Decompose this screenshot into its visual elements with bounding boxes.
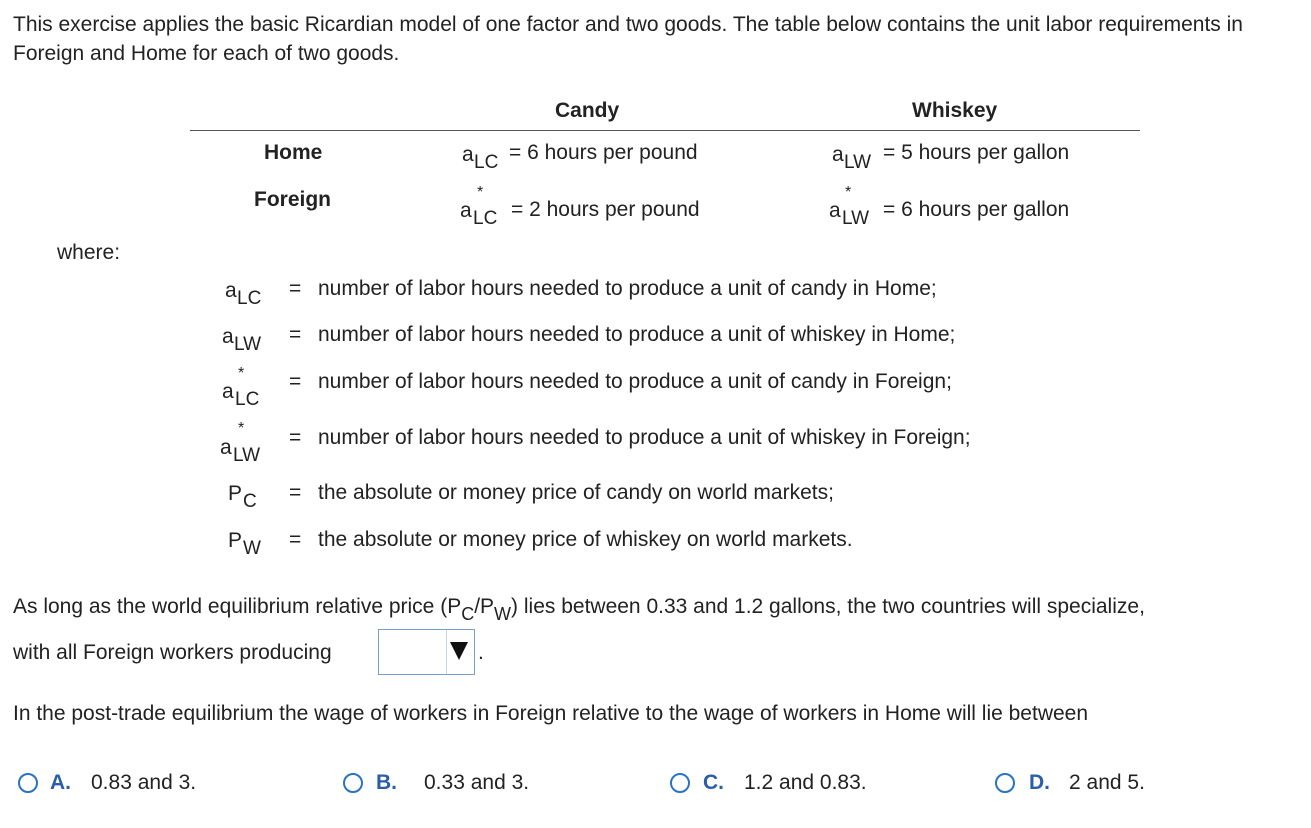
table-header-candy: Candy	[555, 99, 620, 122]
question2-text: In the post-trade equilibrium the wage of workers in Foreign relative to the wage of workers in Home will lie between	[13, 702, 1089, 725]
option-a-radio[interactable]	[18, 773, 38, 793]
dropdown-separator	[446, 630, 447, 674]
foreign-good-dropdown[interactable]	[378, 629, 475, 675]
foreign-candy-value: = 2 hours per pound	[511, 198, 700, 221]
where-label: where:	[57, 241, 121, 264]
option-c-radio[interactable]	[670, 773, 690, 793]
question1-line1: As long as the world equilibrium relative price (PC/PW) lies between 0.33 and 1.2 gallons, the two countries will specialize,	[13, 595, 1145, 624]
intro-text: This exercise applies the basic Ricardian model of one factor and two goods. The table below contains the unit labor requirements in Foreign and Home for each of two goods.	[13, 13, 1243, 65]
question1-line2: with all Foreign workers producing	[13, 641, 332, 664]
option-d-radio[interactable]	[995, 773, 1015, 793]
option-b-radio[interactable]	[343, 773, 363, 793]
table-divider	[190, 130, 1140, 131]
home-whiskey-value: = 5 hours per gallon	[883, 141, 1070, 164]
dropdown-arrow-icon[interactable]	[450, 642, 468, 660]
table-row-home-label: Home	[264, 141, 323, 164]
table-row-foreign-label: Foreign	[254, 188, 331, 211]
home-candy-value: = 6 hours per pound	[509, 141, 698, 164]
foreign-whiskey-value: = 6 hours per gallon	[883, 198, 1070, 221]
table-header-whiskey: Whiskey	[912, 99, 998, 122]
question1-period: .	[478, 641, 484, 664]
